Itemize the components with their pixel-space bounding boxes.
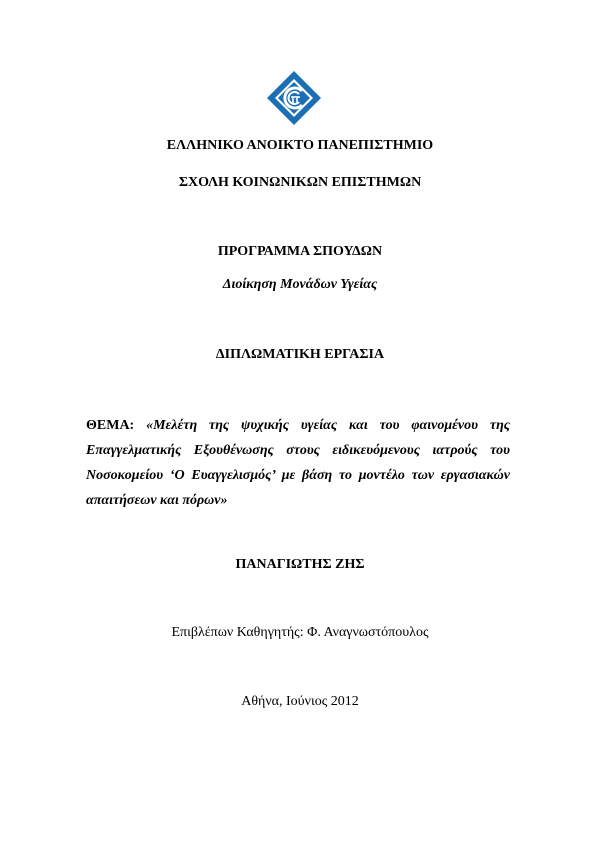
program-heading: ΠΡΟΓΡΑΜΜΑ ΣΠΟΥΔΩΝ (217, 244, 383, 259)
supervisor: Επιβλέπων Καθηγητής: Φ. Αναγνωστόπουλος (171, 625, 429, 640)
school-name: ΣΧΟΛΗ ΚΟΙΝΩΝΙΚΩΝ ΕΠΙΣΤΗΜΩΝ (178, 175, 422, 190)
university-name: ΕΛΛΗΝΙΚΟ ΑΝΟΙΚΤΟ ΠΑΝΕΠΙΣΤΗΜΙΟ (166, 138, 434, 153)
place-date: Αθήνα, Ιούνιος 2012 (241, 694, 359, 709)
university-logo-icon (266, 70, 322, 126)
subject-line-1 (86, 413, 510, 438)
author-name: ΠΑΝΑΓΙΩΤΗΣ ΖΗΣ (235, 557, 365, 572)
thesis-type: ΔΙΠΛΩΜΑΤΙΚΗ ΕΡΓΑΣΙΑ (215, 347, 385, 362)
thesis-subject (86, 413, 510, 513)
subject-line-4: απαιτήσεων και πόρων» (86, 493, 228, 508)
program-name: Διοίκηση Μονάδων Υγείας (222, 277, 378, 292)
subject-line-3: Νοσοκομείου ‘Ο Ευαγγελισμός’ με βάση το μοντέλο των εργασιακών (86, 468, 510, 483)
subject-text-1: «Μελέτη της ψυχικής υγείας και του φαινομένου της (146, 418, 510, 433)
subject-line-2: Επαγγελματικής Εξουθένωσης στους ειδικευόμενους ιατρούς του (86, 443, 510, 458)
subject-label: ΘΕΜΑ: (86, 418, 135, 433)
